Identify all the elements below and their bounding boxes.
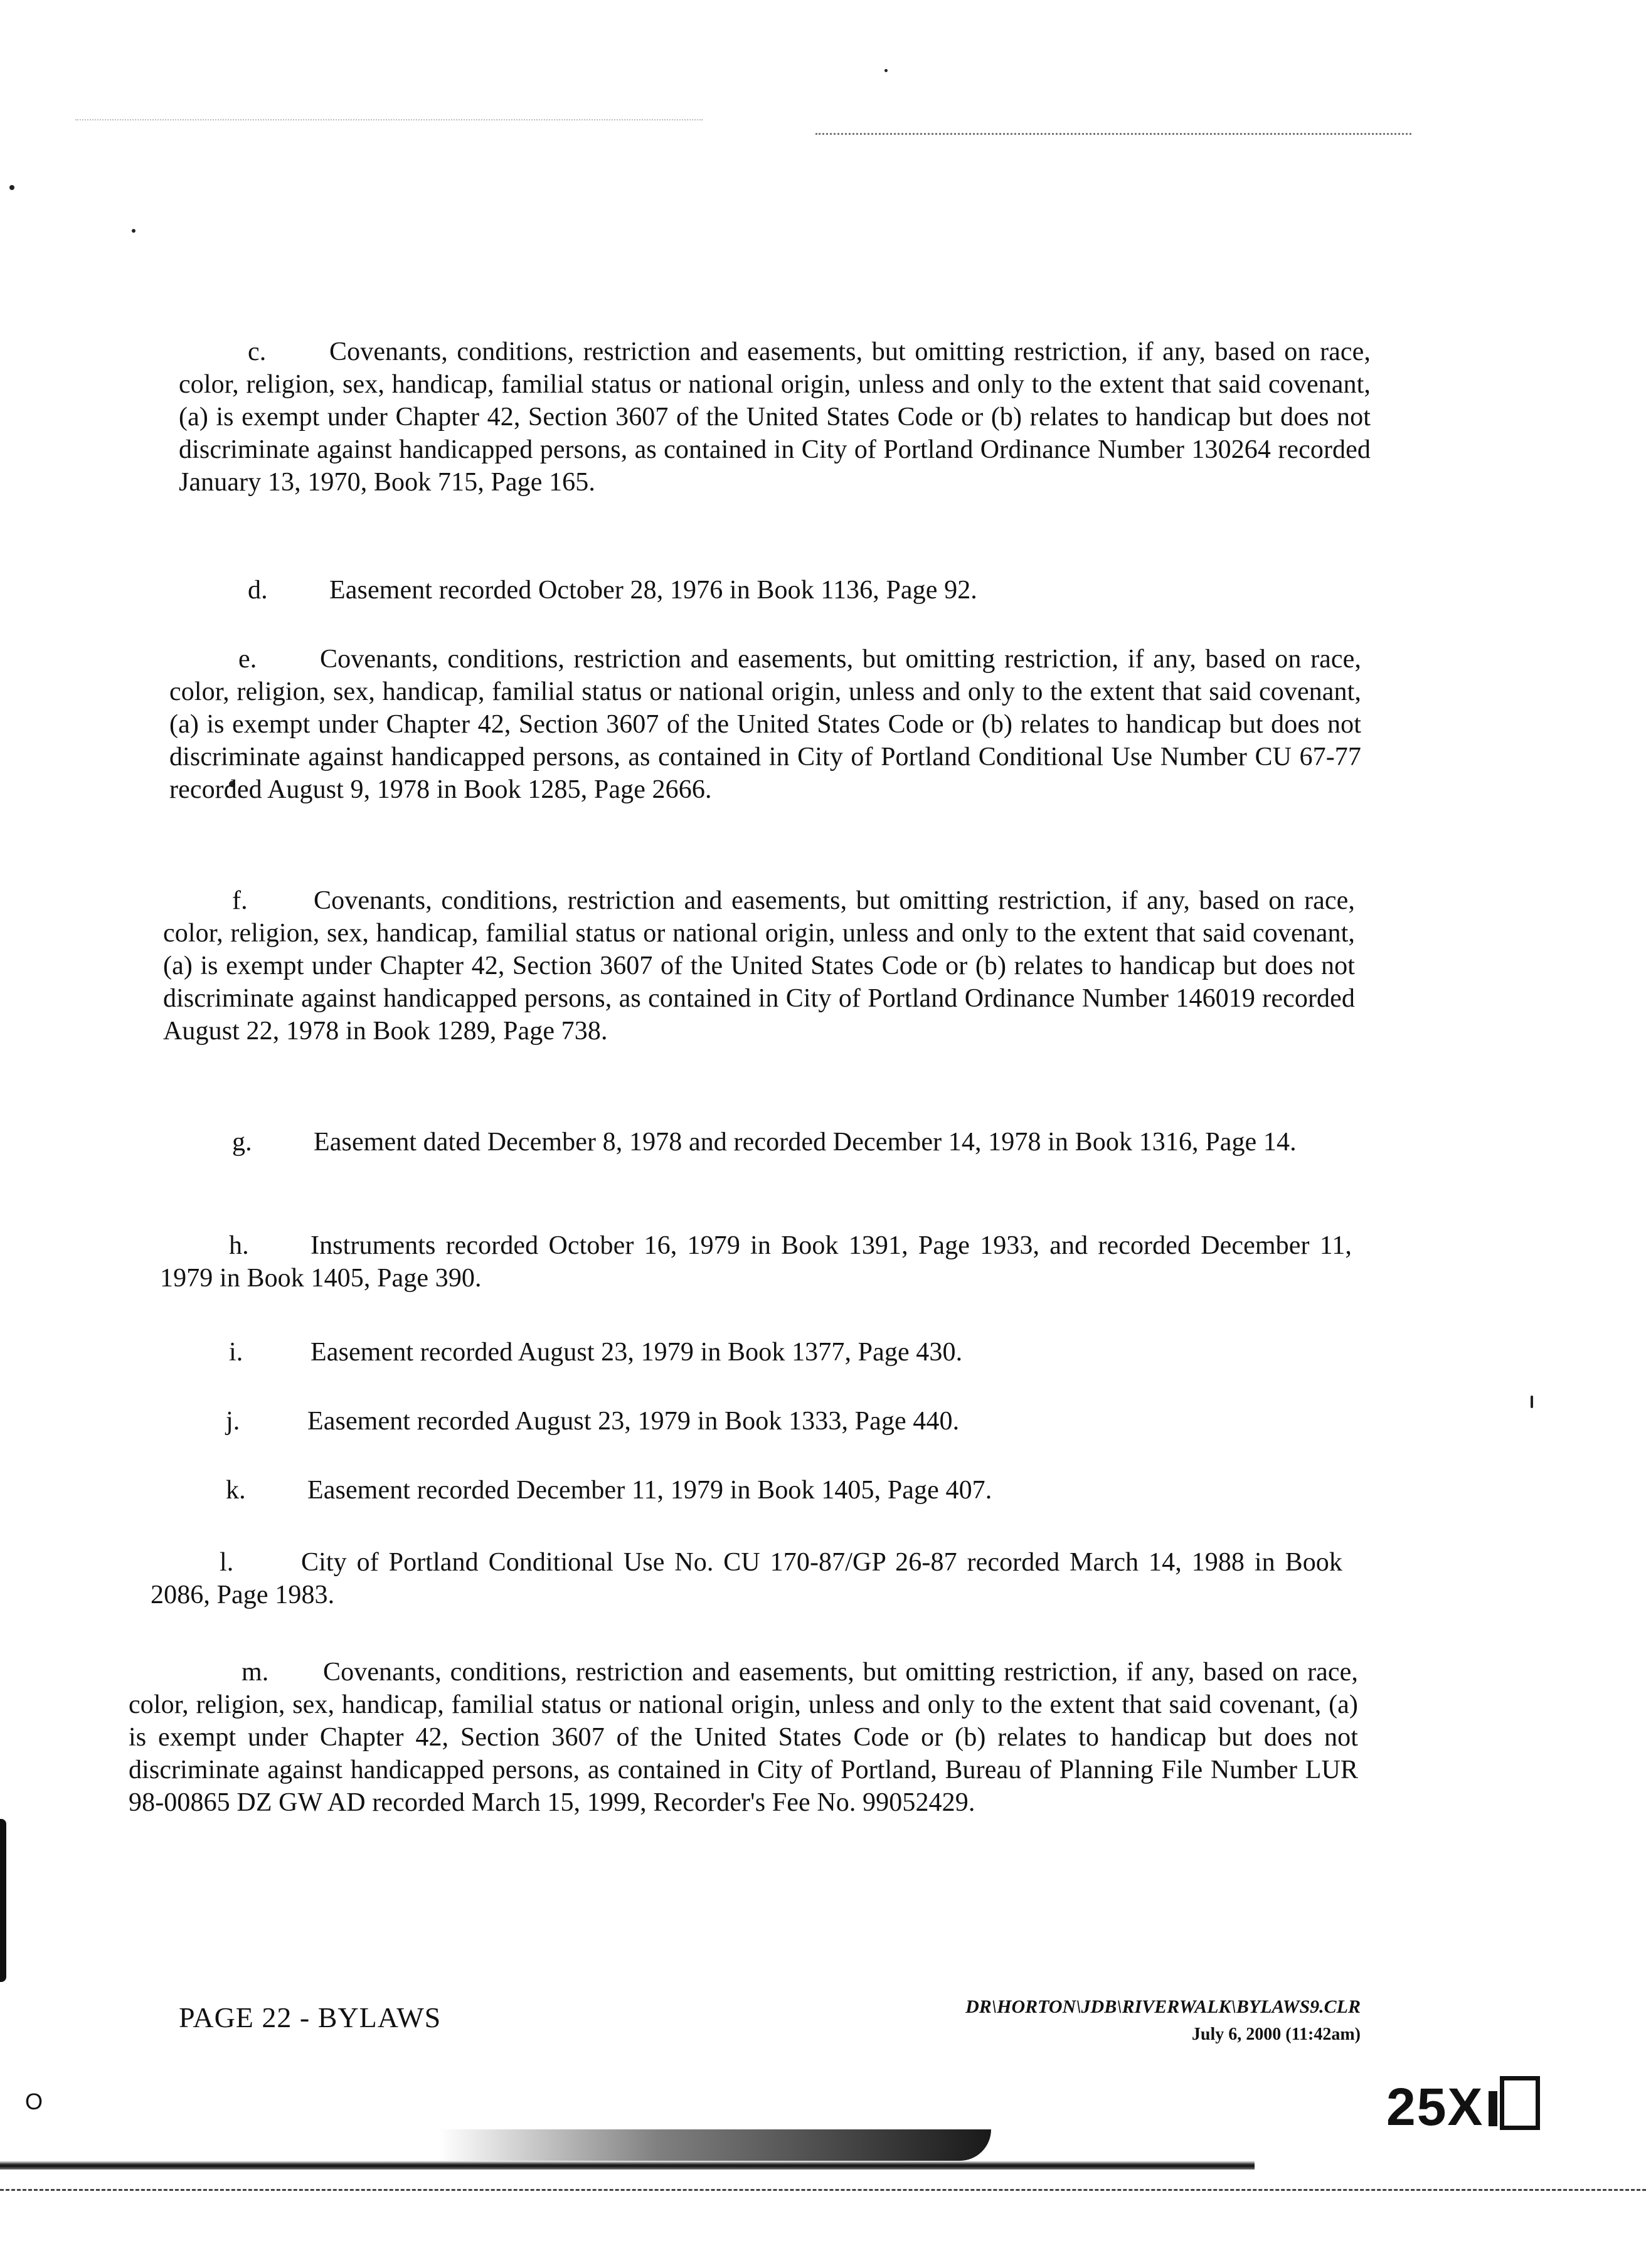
paragraph-e [169, 643, 1361, 806]
item-letter: j. [226, 1407, 240, 1436]
scan-bottom-rule [0, 2161, 1255, 2170]
scan-artifact-rule-left [75, 119, 703, 120]
covenant-list [179, 336, 1371, 499]
scan-bottom-rule-dashed [0, 2189, 1646, 2191]
item-text: Easement recorded October 28, 1976 in Book 1136, Page 92. [329, 576, 977, 605]
item-text: City of Portland Conditional Use No. CU 170-87/GP 26-87 recorded March 14, 1988 in Book 2086, Page 1983. [151, 1548, 1342, 1609]
page-stamp [1386, 2076, 1540, 2138]
item-letter: h. [229, 1231, 249, 1260]
scan-speck [884, 69, 888, 72]
scan-artifact-rule [815, 133, 1411, 135]
item-text: Covenants, conditions, restriction and easements, but omitting restriction, if any, based on race, color, religion, sex, handicap, familial status or national origin, unless and only to the extent that said covenant, (a) is exempt under Chapter 42, Section 3607 of the United States Code or (b) relates to handicap but does not discriminate against handicapped persons, as contained in City of Portland Ordinance Number 130264 recorded January 13, 1970, Book 715, Page 165. [179, 337, 1371, 497]
item-letter: l. [220, 1548, 234, 1577]
item-text: Easement recorded December 11, 1979 in Book 1405, Page 407. [307, 1476, 992, 1505]
paragraph-j [157, 1405, 1349, 1438]
paragraph-m [129, 1656, 1358, 1819]
corner-mark: O [25, 2089, 43, 2114]
scan-speck [9, 185, 14, 190]
item-j-block [157, 1405, 1349, 1438]
item-letter: d. [248, 576, 268, 605]
item-f-block [163, 884, 1355, 1047]
scan-smudge [439, 2129, 991, 2161]
item-text: Covenants, conditions, restriction and easements, but omitting restriction, if any, based on race, color, religion, sex, handicap, familial status or national origin, unless and only to the extent that said covenant, (a) is exempt under Chapter 42, Section 3607 of the United States Code or (b) relates to handicap but does not discriminate against handicapped persons, as contained in City of Portland Conditional Use Number CU 67-77 recorded August 9, 1978 in Book 1285, Page 2666. [169, 645, 1361, 804]
item-text: Easement dated December 8, 1978 and recorded December 14, 1978 in Book 1316, Page 14. [314, 1128, 1297, 1157]
item-letter: c. [248, 337, 267, 366]
paragraph-c [179, 336, 1371, 499]
item-i-block [160, 1336, 1352, 1369]
item-letter: k. [226, 1476, 246, 1505]
file-path: DR\HORTON\JDB\RIVERWALK\BYLAWS9.CLR [965, 1996, 1361, 2017]
paragraph-g [163, 1126, 1355, 1158]
item-letter: m. [242, 1658, 269, 1687]
paragraph-l [151, 1546, 1342, 1611]
stamp-box-icon [1500, 2076, 1540, 2130]
item-text: Easement recorded August 23, 1979 in Book 1333, Page 440. [307, 1407, 960, 1436]
file-info [965, 1993, 1361, 2048]
paragraph-i [160, 1336, 1352, 1369]
item-letter: e. [238, 645, 257, 674]
item-text: Instruments recorded October 16, 1979 in Book 1391, Page 1933, and recorded December 11, 1979 in Book 1405, Page 390. [160, 1231, 1352, 1293]
scan-top-band [0, 0, 1646, 135]
file-date: July 6, 2000 (11:42am) [1191, 2025, 1361, 2044]
page-label: PAGE 22 - BYLAWS [179, 2001, 442, 2033]
paragraph-d [179, 574, 1371, 607]
item-h-block [160, 1229, 1352, 1295]
scan-speck [132, 229, 135, 233]
item-m-block [129, 1656, 1358, 1819]
item-letter: f. [232, 886, 248, 915]
item-l-block [151, 1546, 1342, 1611]
scan-speck [1531, 1396, 1533, 1408]
item-text: Easement recorded August 23, 1979 in Book 1377, Page 430. [311, 1338, 963, 1367]
scan-left-edge [0, 1819, 6, 1982]
paragraph-k [157, 1474, 1349, 1507]
stamp-bar-icon [1489, 2091, 1497, 2126]
stamp-text: 25X [1386, 2077, 1484, 2136]
item-g-block [163, 1126, 1355, 1158]
item-k-block [157, 1474, 1349, 1507]
paragraph-h [160, 1229, 1352, 1295]
item-d-block [179, 574, 1371, 607]
item-e-block [169, 643, 1361, 806]
paragraph-f [163, 884, 1355, 1047]
item-letter: i. [229, 1338, 243, 1367]
item-letter: g. [232, 1128, 252, 1157]
item-text: Covenants, conditions, restriction and easements, but omitting restriction, if any, based on race, color, religion, sex, handicap, familial status or national origin, unless and only to the extent that said covenant, (a) is exempt under Chapter 42, Section 3607 of the United States Code or (b) relates to handicap but does not discriminate against handicapped persons, as contained in City of Portland Ordinance Number 146019 recorded August 22, 1978 in Book 1289, Page 738. [163, 886, 1355, 1046]
item-text: Covenants, conditions, restriction and easements, but omitting restriction, if any, based on race, color, religion, sex, handicap, familial status or national origin, unless and only to the extent that said covenant, (a) is exempt under Chapter 42, Section 3607 of the United States Code or (b) relates to handicap but does not discriminate against handicapped persons, as contained in City of Portland, Bureau of Planning File Number LUR 98-00865 DZ GW AD recorded March 15, 1999, Recorder's Fee No. 99052429. [129, 1658, 1358, 1817]
